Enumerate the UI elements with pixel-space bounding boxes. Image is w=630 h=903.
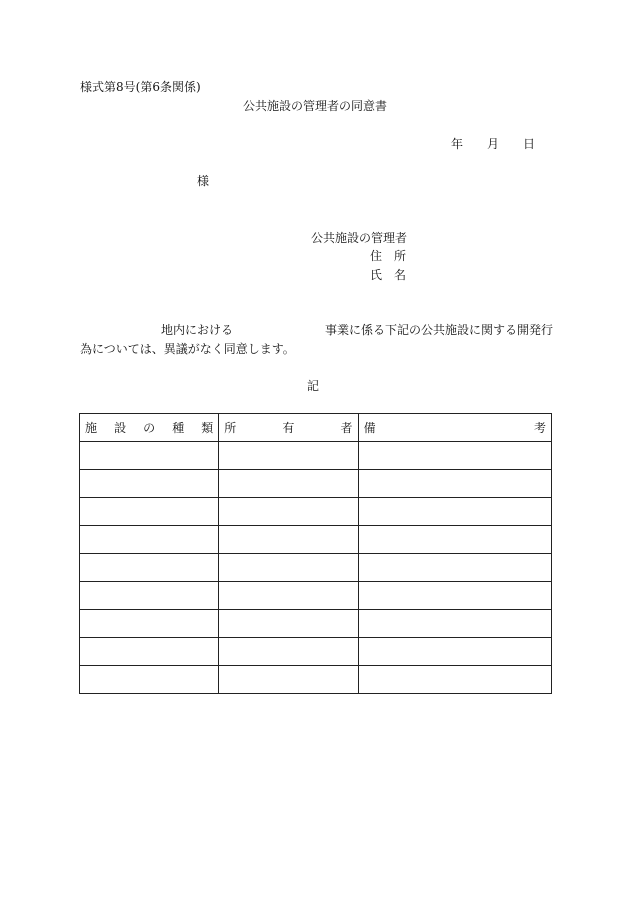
header-char: 種 xyxy=(172,421,185,435)
table-row xyxy=(80,666,552,694)
cell-facility-type xyxy=(80,470,219,498)
table-row xyxy=(80,498,552,526)
header-char: の xyxy=(143,421,156,435)
header-char: 設 xyxy=(114,421,127,435)
body-text-part2: 事業に係る下記の公共施設に関する開発行 xyxy=(325,323,554,337)
cell-owner xyxy=(219,610,358,638)
address-label: 住 所 xyxy=(370,249,407,263)
date-month-label: 月 xyxy=(487,137,500,151)
cell-owner xyxy=(219,498,358,526)
cell-remarks xyxy=(358,498,551,526)
addressee-suffix: 様 xyxy=(197,174,210,188)
header-char: 有 xyxy=(282,421,295,435)
cell-owner xyxy=(219,666,358,694)
header-char: 施 xyxy=(85,421,98,435)
cell-facility-type xyxy=(80,582,219,610)
header-char: 備 xyxy=(363,421,376,435)
table-row xyxy=(80,470,552,498)
document-title: 公共施設の管理者の同意書 xyxy=(243,99,388,113)
header-owner xyxy=(219,414,358,442)
cell-owner xyxy=(219,470,358,498)
form-number: 様式第8号(第6条関係) xyxy=(80,80,201,94)
signer-role: 公共施設の管理者 xyxy=(311,231,408,245)
date-day-label: 日 xyxy=(523,137,536,151)
cell-owner xyxy=(219,442,358,470)
cell-owner xyxy=(219,582,358,610)
table-body xyxy=(80,442,552,694)
table-row xyxy=(80,582,552,610)
cell-facility-type xyxy=(80,498,219,526)
cell-owner xyxy=(219,554,358,582)
cell-facility-type xyxy=(80,554,219,582)
body-text-part1: 地内における xyxy=(161,323,234,337)
table-header-row xyxy=(80,414,552,442)
table-row xyxy=(80,554,552,582)
header-facility-type xyxy=(80,414,219,442)
body-text-line2: 為については、異議がなく同意します。 xyxy=(80,342,295,356)
cell-remarks xyxy=(358,666,551,694)
cell-remarks xyxy=(358,526,551,554)
cell-facility-type xyxy=(80,638,219,666)
table-row xyxy=(80,526,552,554)
cell-remarks xyxy=(358,582,551,610)
name-label: 氏 名 xyxy=(370,268,407,282)
table-row xyxy=(80,610,552,638)
cell-remarks xyxy=(358,442,551,470)
ki-heading: 記 xyxy=(307,379,320,393)
header-char: 考 xyxy=(533,421,546,435)
table-row xyxy=(80,442,552,470)
header-char: 類 xyxy=(201,421,214,435)
cell-facility-type xyxy=(80,666,219,694)
cell-facility-type xyxy=(80,442,219,470)
cell-owner xyxy=(219,638,358,666)
header-remarks xyxy=(358,414,551,442)
cell-remarks xyxy=(358,610,551,638)
cell-facility-type xyxy=(80,610,219,638)
cell-remarks xyxy=(358,470,551,498)
header-char: 所 xyxy=(224,421,237,435)
table-row xyxy=(80,638,552,666)
cell-remarks xyxy=(358,638,551,666)
cell-facility-type xyxy=(80,526,219,554)
facility-table xyxy=(79,413,552,694)
header-char: 者 xyxy=(340,421,353,435)
date-year-label: 年 xyxy=(451,137,464,151)
cell-owner xyxy=(219,526,358,554)
cell-remarks xyxy=(358,554,551,582)
